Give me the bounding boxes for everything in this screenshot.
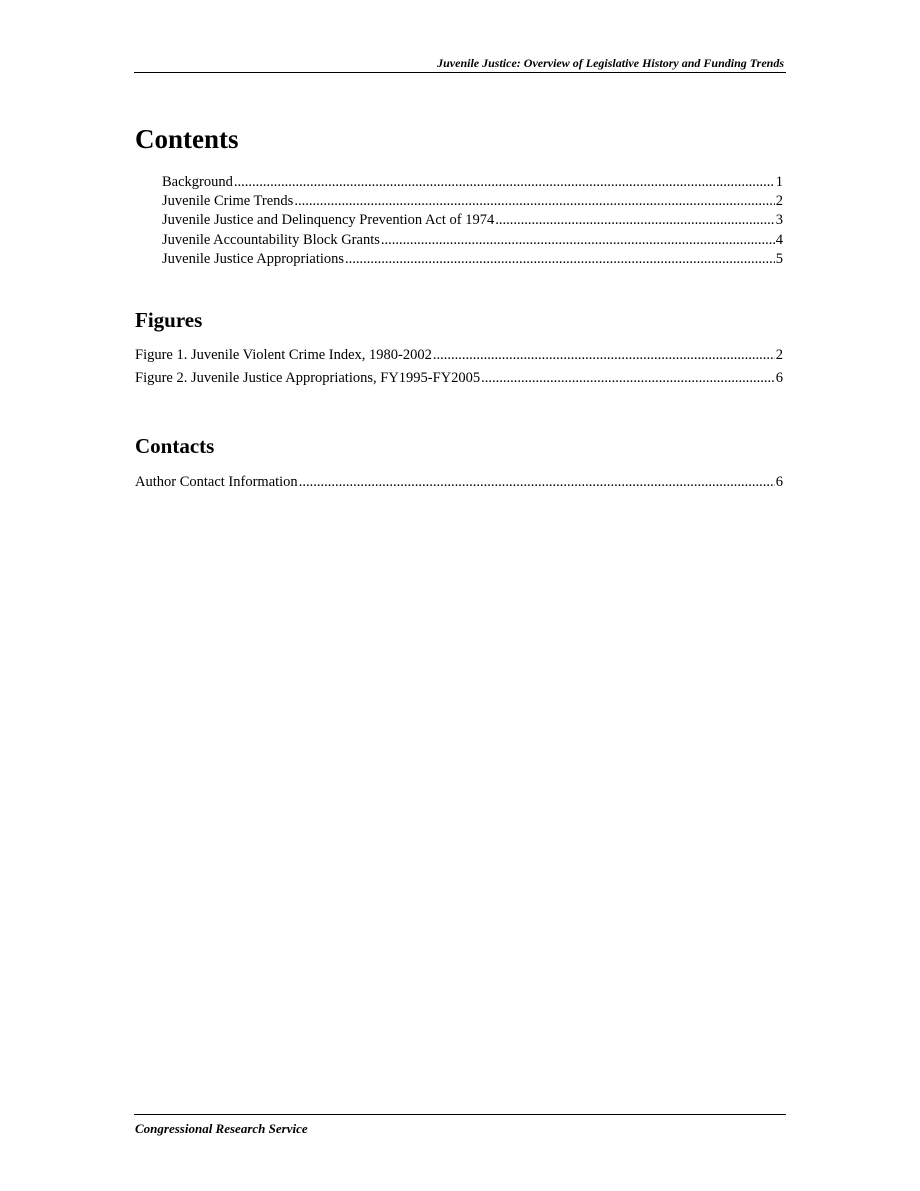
- dot-leader: [381, 231, 775, 250]
- contacts-list: [135, 472, 783, 492]
- contents-heading: Contents: [135, 124, 239, 154]
- figures-heading: Figures: [135, 308, 203, 332]
- figure-entry-page: 2: [775, 347, 783, 363]
- toc-entry-label: Juvenile Crime Trends: [162, 193, 294, 210]
- dot-leader: [345, 250, 775, 269]
- dot-leader: [234, 173, 775, 192]
- toc-entry-background[interactable]: [135, 173, 783, 192]
- toc-entry-label: Juvenile Justice and Delinquency Prevention Act of 1974: [162, 212, 495, 229]
- figure-entry-1[interactable]: [135, 345, 783, 368]
- figure-entry-label: Figure 2. Juvenile Justice Appropriations, FY1995-FY2005: [135, 370, 481, 386]
- dot-leader: [299, 472, 775, 492]
- figures-list: [135, 345, 783, 391]
- figure-entry-page: 6: [775, 370, 783, 386]
- contact-entry-page: 6: [775, 474, 783, 490]
- figure-entry-label: Figure 1. Juvenile Violent Crime Index, 1980-2002: [135, 347, 432, 363]
- toc-entry-page: 4: [775, 231, 783, 248]
- toc-entry-jjdpa-1974[interactable]: [135, 211, 783, 230]
- toc-entry-page: 1: [775, 174, 783, 190]
- toc-entry-page: 5: [775, 250, 783, 267]
- dot-leader: [481, 368, 775, 388]
- figure-entry-2[interactable]: [135, 368, 783, 391]
- toc-entry-juvenile-crime-trends[interactable]: [135, 192, 783, 211]
- toc-entry-block-grants[interactable]: [135, 231, 783, 250]
- dot-leader: [433, 345, 775, 365]
- toc-entry-appropriations[interactable]: [135, 250, 783, 269]
- contents-list: [135, 173, 783, 269]
- footer-text: Congressional Research Service: [135, 1121, 308, 1136]
- running-footer: [134, 1114, 786, 1136]
- contact-entry-author[interactable]: [135, 472, 783, 492]
- toc-entry-page: 2: [775, 193, 783, 210]
- contact-entry-label: Author Contact Information: [135, 474, 298, 490]
- toc-entry-page: 3: [775, 212, 783, 229]
- dot-leader: [495, 211, 775, 230]
- toc-entry-label: Background: [162, 174, 233, 190]
- dot-leader: [294, 192, 774, 211]
- running-header-title: Juvenile Justice: Overview of Legislative History and Funding Trends: [437, 56, 784, 70]
- toc-entry-label: Juvenile Justice Appropriations: [162, 250, 345, 267]
- contacts-heading: Contacts: [135, 434, 215, 458]
- running-header: [134, 52, 786, 73]
- toc-entry-label: Juvenile Accountability Block Grants: [162, 231, 380, 248]
